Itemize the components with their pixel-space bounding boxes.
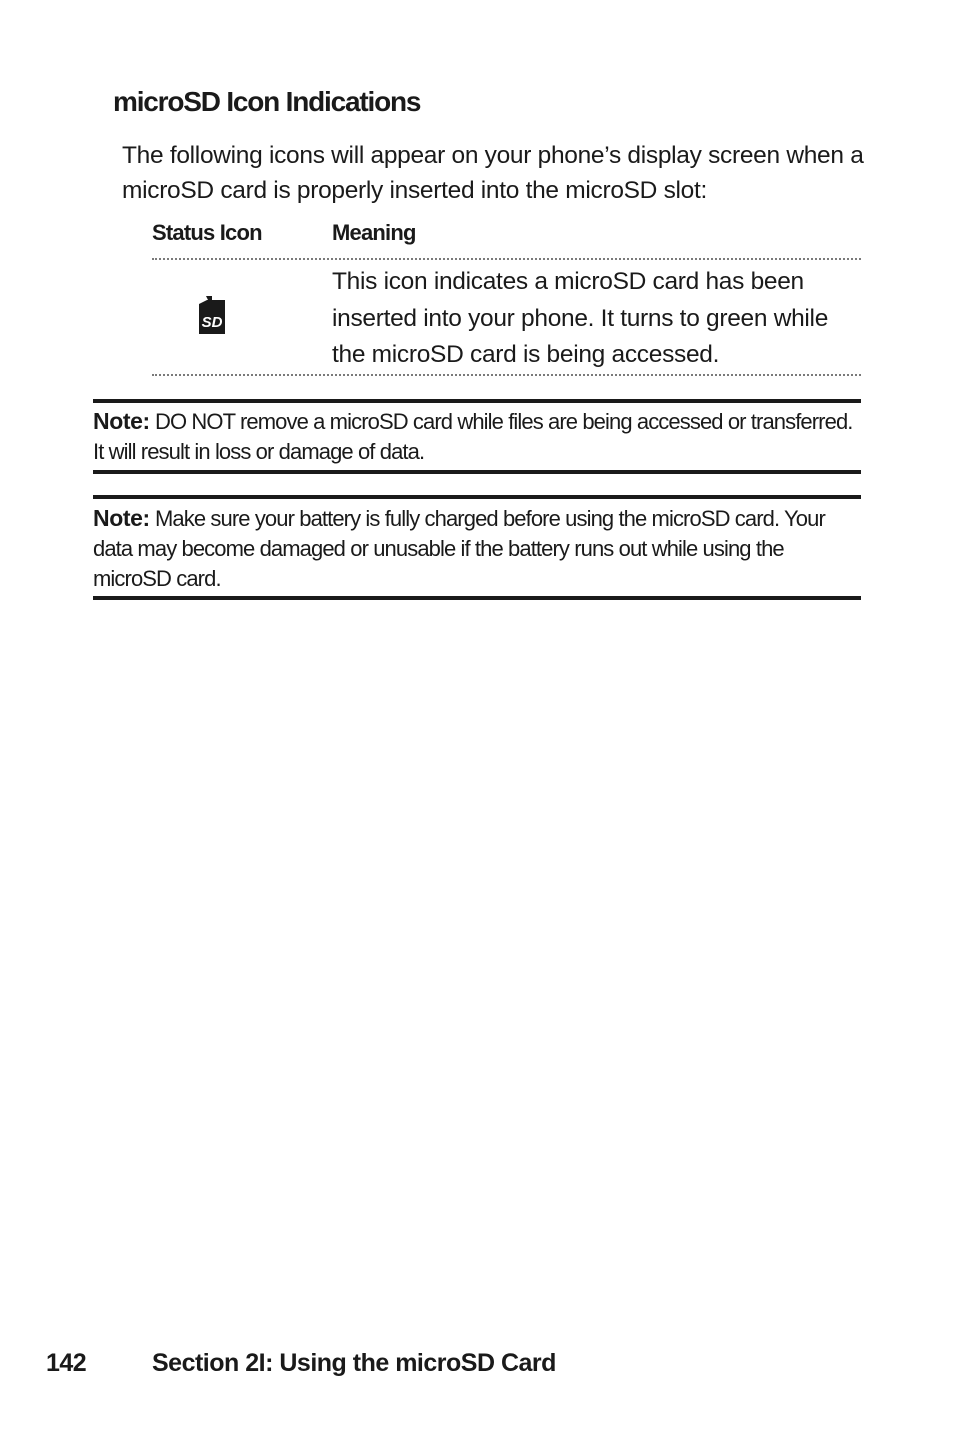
microsd-card-icon: [196, 296, 228, 336]
note-text: Make sure your battery is fully charged before using the microSD card. Your data may become damaged or unusable if the battery runs out while using the microSD card.: [93, 506, 825, 591]
note-paragraph: [93, 406, 861, 467]
meaning-column-header: Meaning: [332, 220, 416, 245]
section-heading: microSD Icon Indications: [113, 86, 421, 117]
sd-icon-label: SD: [201, 314, 223, 331]
footer-section-title: Section 2I: Using the microSD Card: [152, 1349, 556, 1377]
note-label: Note:: [93, 505, 150, 531]
note-box: [93, 495, 861, 600]
icon-meaning-text: This icon indicates a microSD card has been inserted into your phone. It turns to green while the microSD card is being accessed.: [332, 268, 829, 368]
table-row: [152, 260, 861, 376]
status-icon-table: [152, 218, 861, 376]
note-paragraph: [93, 503, 861, 594]
note-box: [93, 399, 861, 474]
intro-paragraph: The following icons will appear on your phone’s display screen when a microSD card is properly inserted into the microSD slot:: [122, 142, 864, 204]
note-text: DO NOT remove a microSD card while files are being accessed or transferred. It will result in loss or damage of data.: [93, 409, 853, 464]
table-header: [152, 218, 861, 260]
note-label: Note:: [93, 408, 150, 434]
page-number: 142: [46, 1349, 87, 1377]
status-icon-column-header: Status Icon: [152, 220, 262, 245]
